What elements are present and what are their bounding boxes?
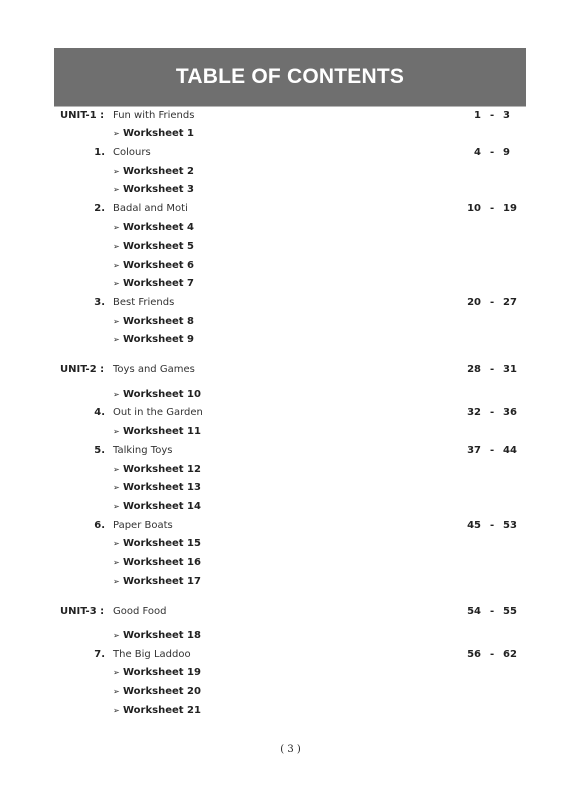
worksheet-row (0, 332, 581, 350)
page-end: 3 (503, 110, 510, 121)
worksheet-row (0, 499, 581, 517)
worksheet-label (113, 334, 194, 345)
worksheet-row (0, 314, 581, 332)
worksheet-text: Worksheet 5 (123, 241, 194, 252)
worksheet-row (0, 387, 581, 405)
worksheet-label (113, 630, 201, 641)
worksheet-row (0, 462, 581, 480)
worksheet-row (0, 536, 581, 554)
page-range-dash: - (490, 203, 495, 214)
worksheet-label (113, 557, 201, 568)
worksheet-row (0, 424, 581, 442)
worksheet-label (113, 426, 201, 437)
worksheet-text: Worksheet 7 (123, 278, 194, 289)
page-start: 1 (474, 110, 481, 121)
chapter-number: 5. (94, 445, 105, 456)
worksheet-label (113, 501, 201, 512)
worksheet-text: Worksheet 19 (123, 667, 201, 678)
chapter-row (0, 201, 581, 219)
worksheet-text: Worksheet 17 (123, 576, 201, 587)
worksheet-row (0, 126, 581, 144)
arrow-bullet-icon: ➢ (113, 465, 120, 474)
page-end: 53 (503, 520, 517, 531)
worksheet-text: Worksheet 3 (123, 184, 194, 195)
chapter-row (0, 145, 581, 163)
title-banner (54, 48, 526, 106)
worksheet-text: Worksheet 21 (123, 705, 201, 716)
worksheet-label (113, 278, 194, 289)
worksheet-row (0, 703, 581, 721)
divider (54, 106, 526, 107)
unit-label: UNIT-1 : (60, 110, 105, 121)
arrow-bullet-icon: ➢ (113, 185, 120, 194)
unit-label: UNIT-3 : (60, 606, 105, 617)
page-range-dash: - (490, 364, 495, 375)
arrow-bullet-icon: ➢ (113, 129, 120, 138)
entry-title: Paper Boats (113, 520, 173, 531)
page-range-dash: - (490, 407, 495, 418)
entry-title: Out in the Garden (113, 407, 203, 418)
arrow-bullet-icon: ➢ (113, 223, 120, 232)
arrow-bullet-icon: ➢ (113, 687, 120, 696)
worksheet-label (113, 241, 194, 252)
worksheet-label (113, 316, 194, 327)
page-range-dash: - (490, 445, 495, 456)
worksheet-label (113, 260, 194, 271)
arrow-bullet-icon: ➢ (113, 631, 120, 640)
chapter-number: 2. (94, 203, 105, 214)
worksheet-text: Worksheet 15 (123, 538, 201, 549)
entry-title: Good Food (113, 606, 167, 617)
worksheet-row (0, 164, 581, 182)
worksheet-row (0, 665, 581, 683)
worksheet-text: Worksheet 12 (123, 464, 201, 475)
unit-row (0, 362, 581, 380)
page-number: ( 3 ) (280, 744, 301, 755)
worksheet-label (113, 576, 201, 587)
page-end: 31 (503, 364, 517, 375)
page-end: 62 (503, 649, 517, 660)
page-range-dash: - (490, 297, 495, 308)
worksheet-label (113, 667, 201, 678)
entry-title: Badal and Moti (113, 203, 188, 214)
worksheet-text: Worksheet 13 (123, 482, 201, 493)
page-range-dash: - (490, 649, 495, 660)
page-start: 20 (467, 297, 481, 308)
entry-title: Talking Toys (113, 445, 173, 456)
worksheet-label (113, 222, 194, 233)
worksheet-text: Worksheet 9 (123, 334, 194, 345)
chapter-number: 3. (94, 297, 105, 308)
page-end: 9 (503, 147, 510, 158)
worksheet-row (0, 276, 581, 294)
unit-label: UNIT-2 : (60, 364, 105, 375)
arrow-bullet-icon: ➢ (113, 390, 120, 399)
arrow-bullet-icon: ➢ (113, 335, 120, 344)
worksheet-row (0, 628, 581, 646)
arrow-bullet-icon: ➢ (113, 706, 120, 715)
worksheet-row (0, 258, 581, 276)
chapter-number: 4. (94, 407, 105, 418)
worksheet-text: Worksheet 4 (123, 222, 194, 233)
chapter-row (0, 405, 581, 423)
chapter-row (0, 647, 581, 665)
chapter-row (0, 518, 581, 536)
page-range-dash: - (490, 520, 495, 531)
worksheet-row (0, 555, 581, 573)
worksheet-text: Worksheet 2 (123, 166, 194, 177)
worksheet-text: Worksheet 18 (123, 630, 201, 641)
worksheet-label (113, 705, 201, 716)
worksheet-row (0, 480, 581, 498)
worksheet-row (0, 239, 581, 257)
worksheet-label (113, 538, 201, 549)
worksheet-text: Worksheet 8 (123, 316, 194, 327)
unit-row (0, 108, 581, 126)
worksheet-label (113, 686, 201, 697)
worksheet-row (0, 684, 581, 702)
worksheet-row (0, 574, 581, 592)
arrow-bullet-icon: ➢ (113, 668, 120, 677)
page-start: 10 (467, 203, 481, 214)
entry-title: Colours (113, 147, 151, 158)
chapter-number: 7. (94, 649, 105, 660)
page-range-dash: - (490, 606, 495, 617)
page-end: 19 (503, 203, 517, 214)
page-end: 44 (503, 445, 517, 456)
worksheet-label (113, 482, 201, 493)
arrow-bullet-icon: ➢ (113, 427, 120, 436)
page-end: 36 (503, 407, 517, 418)
page-end: 27 (503, 297, 517, 308)
arrow-bullet-icon: ➢ (113, 483, 120, 492)
page-end: 55 (503, 606, 517, 617)
worksheet-label (113, 464, 201, 475)
chapter-number: 1. (94, 147, 105, 158)
page-start: 4 (474, 147, 481, 158)
worksheet-text: Worksheet 6 (123, 260, 194, 271)
worksheet-label (113, 184, 194, 195)
arrow-bullet-icon: ➢ (113, 167, 120, 176)
arrow-bullet-icon: ➢ (113, 279, 120, 288)
chapter-number: 6. (94, 520, 105, 531)
arrow-bullet-icon: ➢ (113, 577, 120, 586)
worksheet-text: Worksheet 16 (123, 557, 201, 568)
page-start: 37 (467, 445, 481, 456)
worksheet-text: Worksheet 20 (123, 686, 201, 697)
worksheet-label (113, 389, 201, 400)
page-start: 54 (467, 606, 481, 617)
page-start: 32 (467, 407, 481, 418)
page-range-dash: - (490, 147, 495, 158)
worksheet-text: Worksheet 1 (123, 128, 194, 139)
arrow-bullet-icon: ➢ (113, 502, 120, 511)
entry-title: Fun with Friends (113, 110, 195, 121)
chapter-row (0, 295, 581, 313)
unit-row (0, 604, 581, 622)
entry-title: Best Friends (113, 297, 175, 308)
worksheet-text: Worksheet 10 (123, 389, 201, 400)
page-start: 28 (467, 364, 481, 375)
page-start: 45 (467, 520, 481, 531)
page-range-dash: - (490, 110, 495, 121)
worksheet-row (0, 182, 581, 200)
entry-title: Toys and Games (113, 364, 195, 375)
arrow-bullet-icon: ➢ (113, 539, 120, 548)
worksheet-row (0, 220, 581, 238)
arrow-bullet-icon: ➢ (113, 261, 120, 270)
arrow-bullet-icon: ➢ (113, 242, 120, 251)
worksheet-text: Worksheet 14 (123, 501, 201, 512)
worksheet-label (113, 128, 194, 139)
page-start: 56 (467, 649, 481, 660)
arrow-bullet-icon: ➢ (113, 317, 120, 326)
worksheet-label (113, 166, 194, 177)
arrow-bullet-icon: ➢ (113, 558, 120, 567)
page-title: TABLE OF CONTENTS (175, 65, 405, 88)
chapter-row (0, 443, 581, 461)
entry-title: The Big Laddoo (113, 649, 191, 660)
worksheet-text: Worksheet 11 (123, 426, 201, 437)
